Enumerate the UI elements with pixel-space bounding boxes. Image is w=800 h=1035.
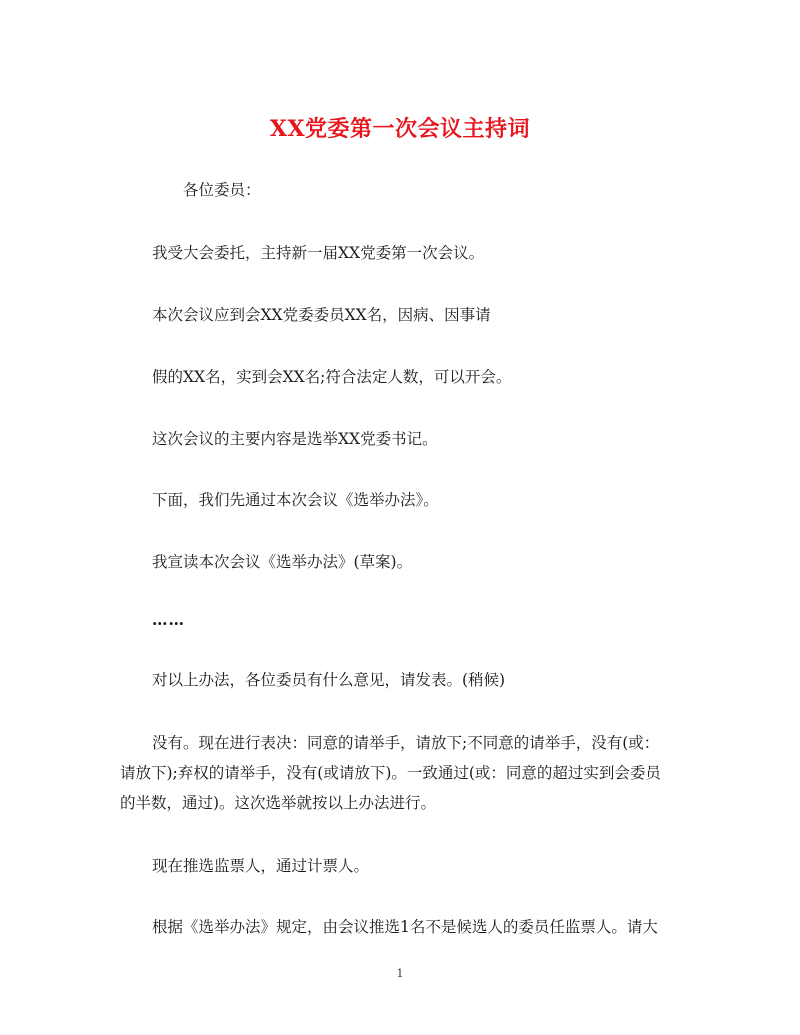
paragraph-2: 本次会议应到会XX党委委员XX名，因病、因事请 xyxy=(152,306,491,324)
ellipsis-line: …… xyxy=(152,610,185,629)
last-paragraph: 根据《选举办法》规定，由会议推选1名不是候选人的委员任监票人。请大 xyxy=(152,918,658,936)
page-number: 1 xyxy=(396,967,404,980)
paragraph-3: 假的XX名，实到会XX名;符合法定人数，可以开会。 xyxy=(152,368,512,386)
vote-paragraph-line-2: 请放下);弃权的请举手，没有(或请放下)。一致通过(或：同意的超过实到会委员 xyxy=(120,764,661,782)
monitor-paragraph: 现在推选监票人，通过计票人。 xyxy=(152,857,370,875)
paragraph-7: 对以上办法，各位委员有什么意见，请发表。(稍候) xyxy=(152,671,506,689)
paragraph-5: 下面，我们先通过本次会议《选举办法》。 xyxy=(152,491,439,509)
document-title: XX党委第一次会议主持词 xyxy=(269,116,531,142)
paragraph-6: 我宣读本次会议《选举办法》(草案)。 xyxy=(152,553,413,571)
vote-paragraph-line-3: 的半数，通过)。这次选举就按以上办法进行。 xyxy=(120,794,437,812)
paragraph-1: 我受大会委托，主持新一届XX党委第一次会议。 xyxy=(152,244,485,262)
paragraph-4: 这次会议的主要内容是选举XX党委书记。 xyxy=(152,430,438,448)
salutation: 各位委员： xyxy=(183,181,261,199)
vote-paragraph-line-1: 没有。现在进行表决：同意的请举手，请放下;不同意的请举手，没有(或： xyxy=(152,734,660,752)
